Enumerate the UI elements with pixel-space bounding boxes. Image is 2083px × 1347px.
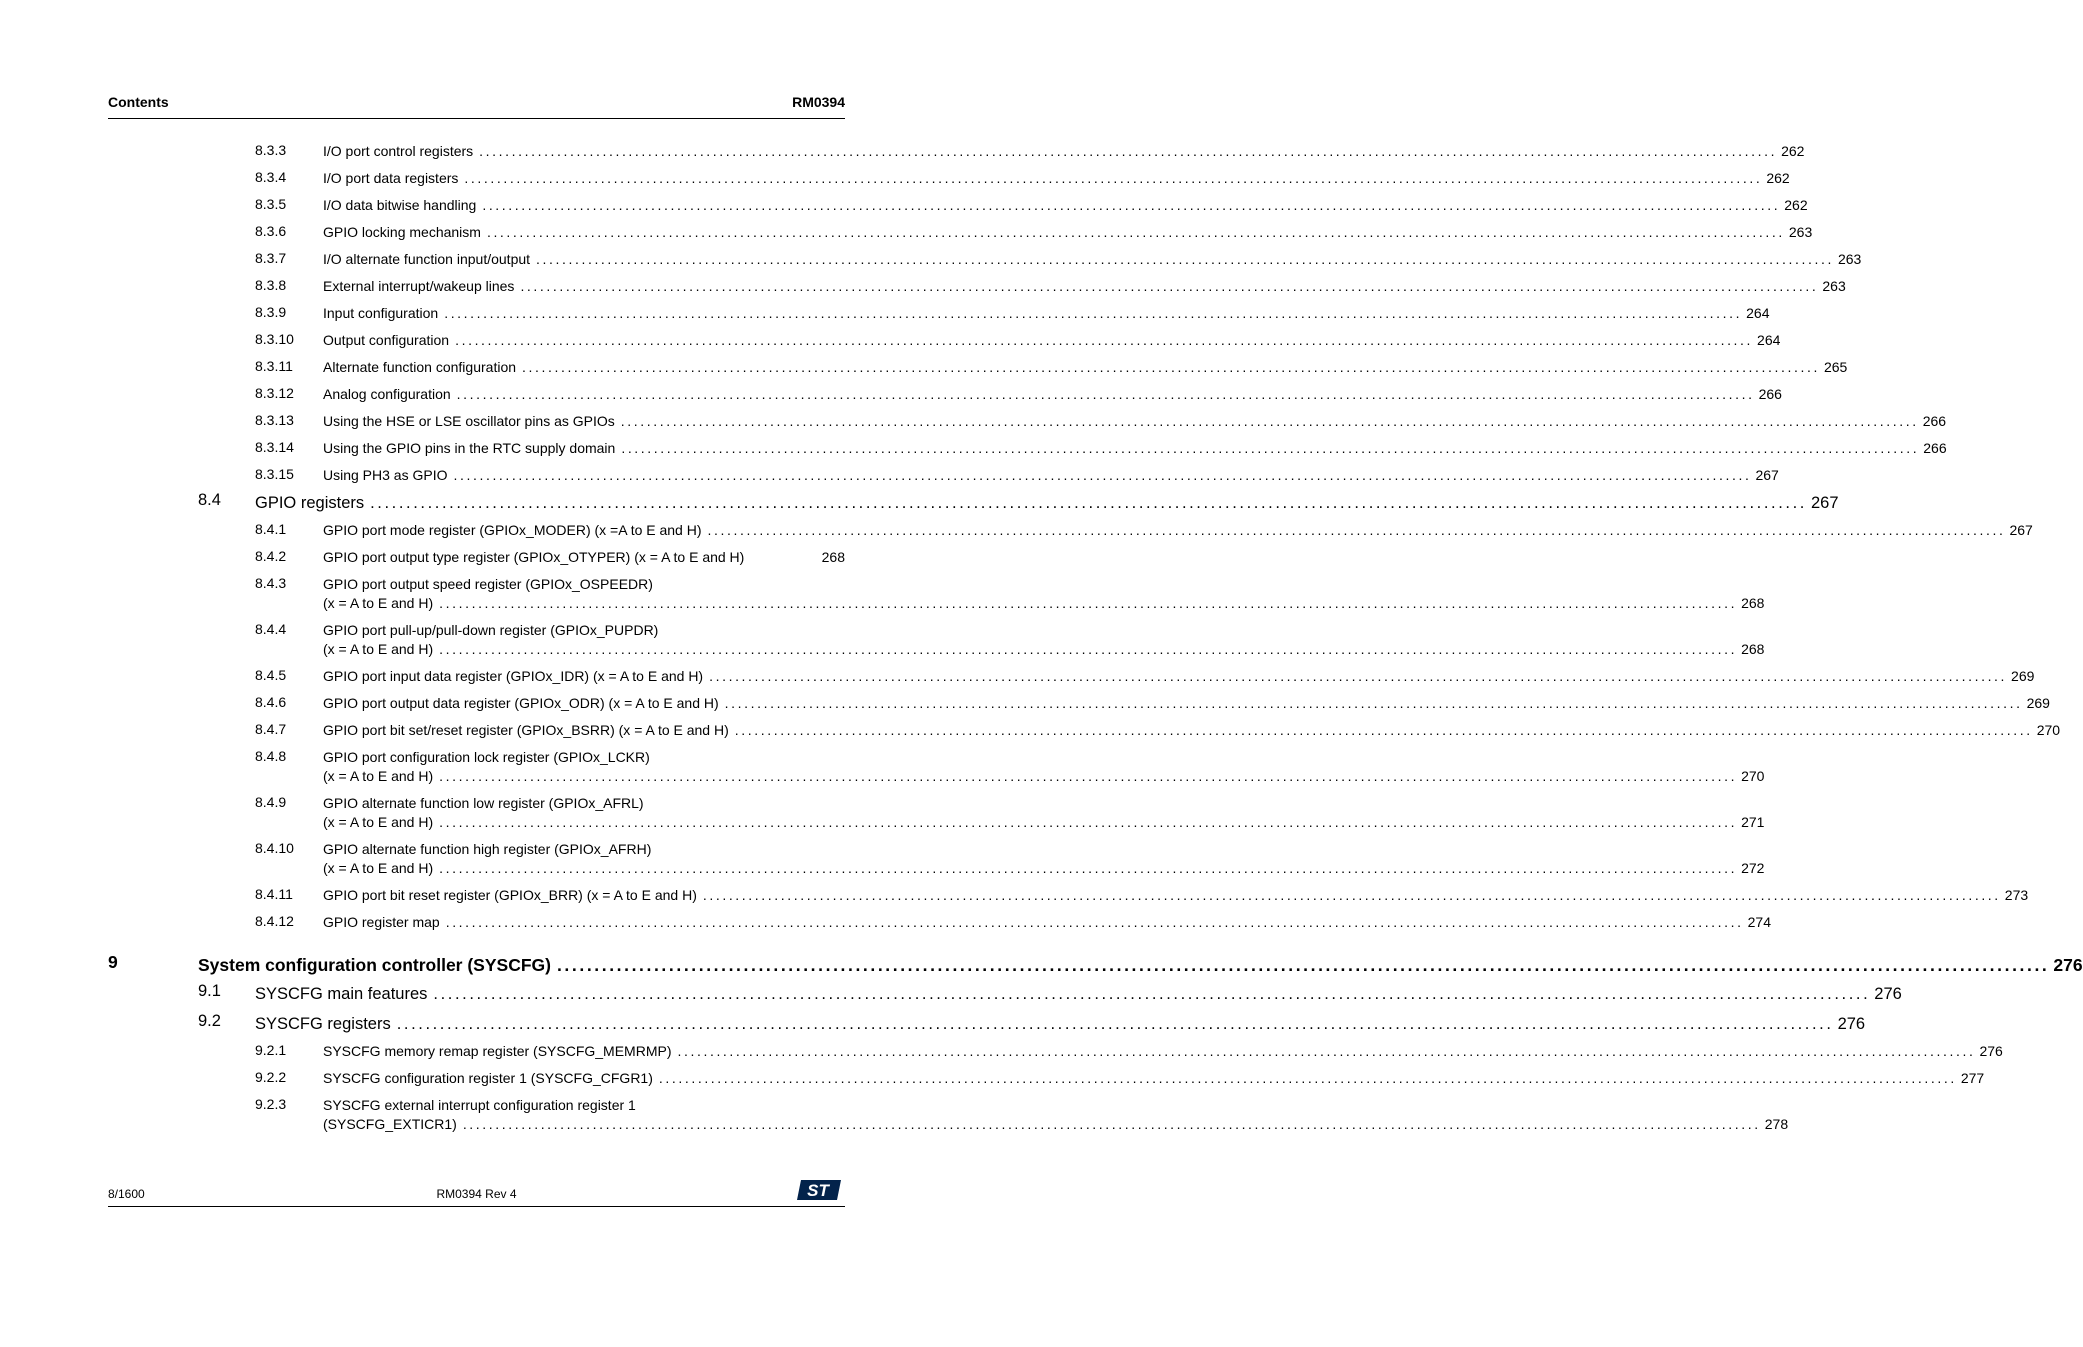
table-of-contents	[0, 142, 2083, 1134]
footer-divider	[108, 1206, 845, 1207]
toc-entry-number: 9.2.1	[255, 1042, 287, 1058]
toc-entry-number: 8.3.15	[255, 466, 294, 482]
toc-dot-leader: ........................................................................................................................................................................................................	[462, 1116, 1761, 1132]
toc-dot-leader: ........................................................................................................................................................................................................	[439, 768, 1738, 784]
toc-dot-leader: ........................................................................................................................................................................................................	[456, 386, 1755, 402]
toc-dot-leader: ........................................................................................................................................................................................................	[464, 170, 1763, 186]
toc-entry-number: 9.2.2	[255, 1069, 287, 1085]
toc-entry[interactable]	[0, 1012, 1866, 1036]
toc-dot-leader: ........................................................................................................................................................................................................	[658, 1070, 1957, 1086]
toc-entry-title: GPIO registers	[255, 494, 365, 512]
toc-entry-page: 266	[1923, 440, 1947, 456]
toc-entry-page: 270	[2036, 722, 2061, 738]
toc-entry-title: GPIO port input data register (GPIOx_IDR) (x = A to E and H)	[323, 668, 704, 684]
toc-entry-title: GPIO register map	[323, 914, 440, 930]
toc-entry-page: 269	[2011, 668, 2035, 684]
toc-dot-leader: ........................................................................................................................................................................................................	[439, 595, 1738, 611]
toc-entry-number: 8.4.5	[255, 667, 287, 683]
toc-entry[interactable]	[0, 694, 2050, 713]
toc-entry-title: SYSCFG registers	[255, 1015, 391, 1033]
toc-entry[interactable]	[0, 196, 1808, 215]
toc-entry-title: GPIO port output type register (GPIOx_OTYPER) (x = A to E and H)	[323, 549, 745, 565]
toc-entry[interactable]	[0, 621, 1765, 659]
toc-entry-page: 264	[1757, 332, 1781, 348]
toc-entry-page: 268	[1741, 641, 1765, 657]
toc-entry-title: GPIO port bit reset register (GPIOx_BRR) (x = A to E and H)	[323, 887, 697, 903]
toc-dot-leader: ........................................................................................................................................................................................................	[709, 668, 2008, 684]
toc-entry-page: 276	[1874, 985, 1902, 1003]
toc-entry-title: (x = A to E and H)	[323, 814, 434, 830]
svg-text:ST: ST	[807, 1181, 829, 1200]
toc-entry-number: 8.3.5	[255, 196, 287, 212]
toc-dot-leader: ........................................................................................................................................................................................................	[702, 887, 2001, 903]
toc-dot-leader: ........................................................................................................................................................................................................	[621, 440, 1920, 456]
toc-entry[interactable]	[0, 169, 1790, 188]
toc-entry-title: SYSCFG main features	[255, 985, 428, 1003]
toc-entry[interactable]	[0, 142, 1805, 161]
toc-entry-page: 262	[1784, 197, 1808, 213]
toc-entry-title: SYSCFG memory remap register (SYSCFG_MEMRMP)	[323, 1043, 672, 1059]
toc-entry-page: 272	[1741, 860, 1765, 876]
toc-entry-page: 276	[2053, 955, 2083, 975]
toc-entry-number: 8.3.9	[255, 304, 287, 320]
toc-dot-leader: ........................................................................................................................................................................................................	[482, 197, 1781, 213]
toc-entry-title: System configuration controller (SYSCFG)	[198, 955, 551, 975]
toc-entry-number: 8.4.6	[255, 694, 287, 710]
toc-entry-title: GPIO port output data register (GPIOx_ODR) (x = A to E and H)	[323, 695, 719, 711]
toc-entry-page: 263	[1788, 224, 1813, 240]
toc-entry-page: 263	[1837, 251, 1862, 267]
toc-entry-title: (SYSCFG_EXTICR1)	[323, 1116, 457, 1132]
toc-entry-page: 276	[1837, 1015, 1866, 1033]
toc-entry[interactable]	[0, 794, 1765, 832]
toc-entry-number: 8.4.7	[255, 721, 287, 737]
st-logo-icon	[795, 1178, 841, 1202]
toc-entry-page: 271	[1741, 814, 1765, 830]
toc-entry[interactable]	[0, 277, 1846, 296]
header-section-title: Contents	[108, 94, 169, 110]
toc-dot-leader: ........................................................................................................................................................................................................	[479, 143, 1778, 159]
toc-entry[interactable]	[0, 439, 1947, 458]
toc-entry-title: SYSCFG external interrupt configuration register 1	[323, 1097, 636, 1113]
toc-dot-leader: ........................................................................................................................................................................................................	[734, 722, 2033, 738]
toc-entry-title: Output configuration	[323, 332, 450, 348]
toc-entry[interactable]	[0, 466, 1779, 485]
toc-entry[interactable]	[0, 250, 1862, 269]
toc-entry-title: I/O port control registers	[323, 143, 474, 159]
toc-dot-leader: ........................................................................................................................................................................................................	[445, 914, 1744, 930]
footer-page-number: 8/1600	[108, 1187, 145, 1201]
toc-entry[interactable]	[0, 491, 1839, 515]
toc-entry-page: 265	[1823, 359, 1848, 375]
toc-entry-number: 8.4.9	[255, 794, 287, 810]
toc-dot-leader: ........................................................................................................................................................................................................	[439, 641, 1738, 657]
toc-dot-leader: ........................................................................................................................................................................................................	[677, 1043, 1976, 1059]
toc-entry-number: 8.4.1	[255, 521, 287, 537]
toc-entry-title: GPIO port pull-up/pull-down register (GPIOx_PUPDR)	[323, 622, 659, 638]
toc-entry-number: 8.4.3	[255, 575, 287, 591]
toc-entry-title: GPIO port bit set/reset register (GPIOx_BSRR) (x = A to E and H)	[323, 722, 729, 738]
toc-dot-leader: ........................................................................................................................................................................................................	[522, 359, 1820, 375]
toc-entry-title: (x = A to E and H)	[323, 595, 434, 611]
toc-entry[interactable]	[0, 1042, 2003, 1061]
toc-dot-leader: ........................................................................................................................................................................................................	[444, 305, 1743, 321]
toc-entry[interactable]	[0, 748, 1765, 786]
toc-entry-page: 262	[1781, 143, 1805, 159]
toc-entry[interactable]	[0, 412, 1947, 431]
toc-entry-page: 277	[1960, 1070, 1985, 1086]
toc-entry[interactable]	[0, 521, 2033, 540]
toc-entry[interactable]	[0, 721, 2061, 740]
toc-entry[interactable]	[0, 223, 1813, 242]
toc-entry-number: 8.4	[198, 491, 221, 509]
toc-entry-title: Using PH3 as GPIO	[323, 467, 448, 483]
toc-dot-leader: ........................................................................................................................................................................................................	[433, 985, 1871, 1003]
toc-entry-title: GPIO alternate function low register (GPIOx_AFRL)	[323, 795, 644, 811]
toc-entry[interactable]	[0, 886, 2029, 905]
toc-entry-title: I/O data bitwise handling	[323, 197, 477, 213]
toc-dot-leader: ........................................................................................................................................................................................................	[396, 1015, 1834, 1033]
toc-entry-number: 8.3.6	[255, 223, 287, 239]
footer-revision: RM0394 Rev 4	[436, 1187, 517, 1201]
toc-entry-page: 268	[1741, 595, 1765, 611]
toc-entry-title: (x = A to E and H)	[323, 768, 434, 784]
toc-entry-page: 267	[2009, 522, 2033, 538]
toc-entry-number: 9.2	[198, 1012, 221, 1030]
toc-entry-page: 270	[1741, 768, 1765, 784]
toc-entry-number: 8.4.8	[255, 748, 287, 764]
toc-dot-leader: ........................................................................................................................................................................................................	[439, 860, 1738, 876]
toc-entry[interactable]	[0, 840, 1765, 878]
toc-entry[interactable]	[0, 952, 2083, 978]
toc-entry-title: GPIO port mode register (GPIOx_MODER) (x =A to E and H)	[323, 522, 702, 538]
toc-entry[interactable]	[0, 982, 1902, 1006]
toc-entry-page: 263	[1822, 278, 1846, 294]
toc-entry-page: 269	[2026, 695, 2050, 711]
toc-dot-leader: ........................................................................................................................................................................................................	[370, 494, 1807, 512]
toc-entry-number: 8.3.12	[255, 385, 294, 401]
page-header	[108, 94, 845, 114]
toc-entry[interactable]	[0, 1096, 1789, 1134]
toc-entry-title: GPIO alternate function high register (GPIOx_AFRH)	[323, 841, 652, 857]
toc-dot-leader: ........................................................................................................................................................................................................	[453, 467, 1752, 483]
toc-dot-leader: ........................................................................................................................................................................................................	[439, 814, 1738, 830]
toc-entry-title: Input configuration	[323, 305, 439, 321]
toc-entry-number: 8.3.11	[255, 358, 293, 374]
toc-entry-number: 8.3.10	[255, 331, 294, 347]
toc-entry-page: 276	[1979, 1043, 2003, 1059]
toc-entry-page: 267	[1755, 467, 1779, 483]
toc-entry-number: 9.2.3	[255, 1096, 287, 1112]
toc-entry-number: 8.3.8	[255, 277, 287, 293]
toc-entry-page: 278	[1764, 1116, 1789, 1132]
toc-entry-page: 264	[1746, 305, 1770, 321]
header-document-id: RM0394	[792, 94, 845, 110]
toc-entry-page: 268	[821, 549, 845, 565]
toc-entry-title: I/O alternate function input/output	[323, 251, 531, 267]
header-divider	[108, 118, 845, 119]
toc-entry-title: (x = A to E and H)	[323, 860, 434, 876]
toc-dot-leader: ........................................................................................................................................................................................................	[520, 278, 1819, 294]
toc-dot-leader: ........................................................................................................................................................................................................	[707, 522, 2006, 538]
toc-entry[interactable]	[0, 358, 1848, 377]
toc-entry[interactable]	[0, 667, 2035, 686]
toc-entry-number: 8.3.14	[255, 439, 294, 455]
toc-dot-leader: ........................................................................................................................................................................................................	[724, 695, 2023, 711]
toc-entry-title: Using the HSE or LSE oscillator pins as GPIOs	[323, 413, 615, 429]
toc-entry-title: Alternate function configuration	[323, 359, 517, 375]
toc-entry-title: GPIO port output speed register (GPIOx_OSPEEDR)	[323, 576, 653, 592]
toc-entry-title: GPIO locking mechanism	[323, 224, 481, 240]
toc-entry-title: (x = A to E and H)	[323, 641, 434, 657]
toc-entry-title: I/O port data registers	[323, 170, 459, 186]
toc-entry-number: 8.3.7	[255, 250, 287, 266]
toc-entry-number: 8.3.13	[255, 412, 294, 428]
toc-entry-number: 9	[108, 952, 118, 972]
toc-entry[interactable]	[0, 331, 1781, 350]
toc-entry[interactable]	[0, 548, 952, 567]
toc-entry-page: 266	[1922, 413, 1947, 429]
toc-entry-page: 262	[1766, 170, 1790, 186]
toc-entry-number: 8.4.4	[255, 621, 287, 637]
toc-entry-title: Using the GPIO pins in the RTC supply domain	[323, 440, 616, 456]
toc-entry-number: 9.1	[198, 982, 221, 1000]
toc-entry-title: External interrupt/wakeup lines	[323, 278, 515, 294]
toc-entry-page: 267	[1810, 494, 1839, 512]
toc-entry[interactable]	[0, 575, 1765, 613]
toc-dot-leader: ........................................................................................................................................................................................................	[455, 332, 1754, 348]
toc-entry-title: SYSCFG configuration register 1 (SYSCFG_CFGR1)	[323, 1070, 653, 1086]
toc-entry-number: 8.3.3	[255, 142, 287, 158]
toc-entry-number: 8.4.10	[255, 840, 294, 856]
toc-dot-leader: ........................................................................................................................................................................................................	[536, 251, 1834, 267]
toc-entry-number: 8.3.4	[255, 169, 287, 185]
toc-entry[interactable]	[0, 385, 1782, 404]
toc-entry[interactable]	[0, 1069, 1985, 1088]
toc-dot-leader: ........................................................................................................................................................................................................	[556, 955, 2050, 975]
toc-entry-number: 8.4.12	[255, 913, 294, 929]
toc-entry[interactable]	[0, 913, 1771, 932]
toc-entry-page: 274	[1747, 914, 1771, 930]
toc-entry-page: 266	[1758, 386, 1782, 402]
toc-dot-leader: ........................................................................................................................................................................................................	[486, 224, 1785, 240]
toc-entry[interactable]	[0, 304, 1770, 323]
toc-dot-leader: ........................................................................................................................................................................................................	[620, 413, 1919, 429]
toc-entry-number: 8.4.2	[255, 548, 287, 564]
toc-entry-page: 273	[2004, 887, 2029, 903]
toc-entry-title: GPIO port configuration lock register (GPIOx_LCKR)	[323, 749, 650, 765]
toc-entry-number: 8.4.11	[255, 886, 293, 902]
toc-entry-title: Analog configuration	[323, 386, 451, 402]
